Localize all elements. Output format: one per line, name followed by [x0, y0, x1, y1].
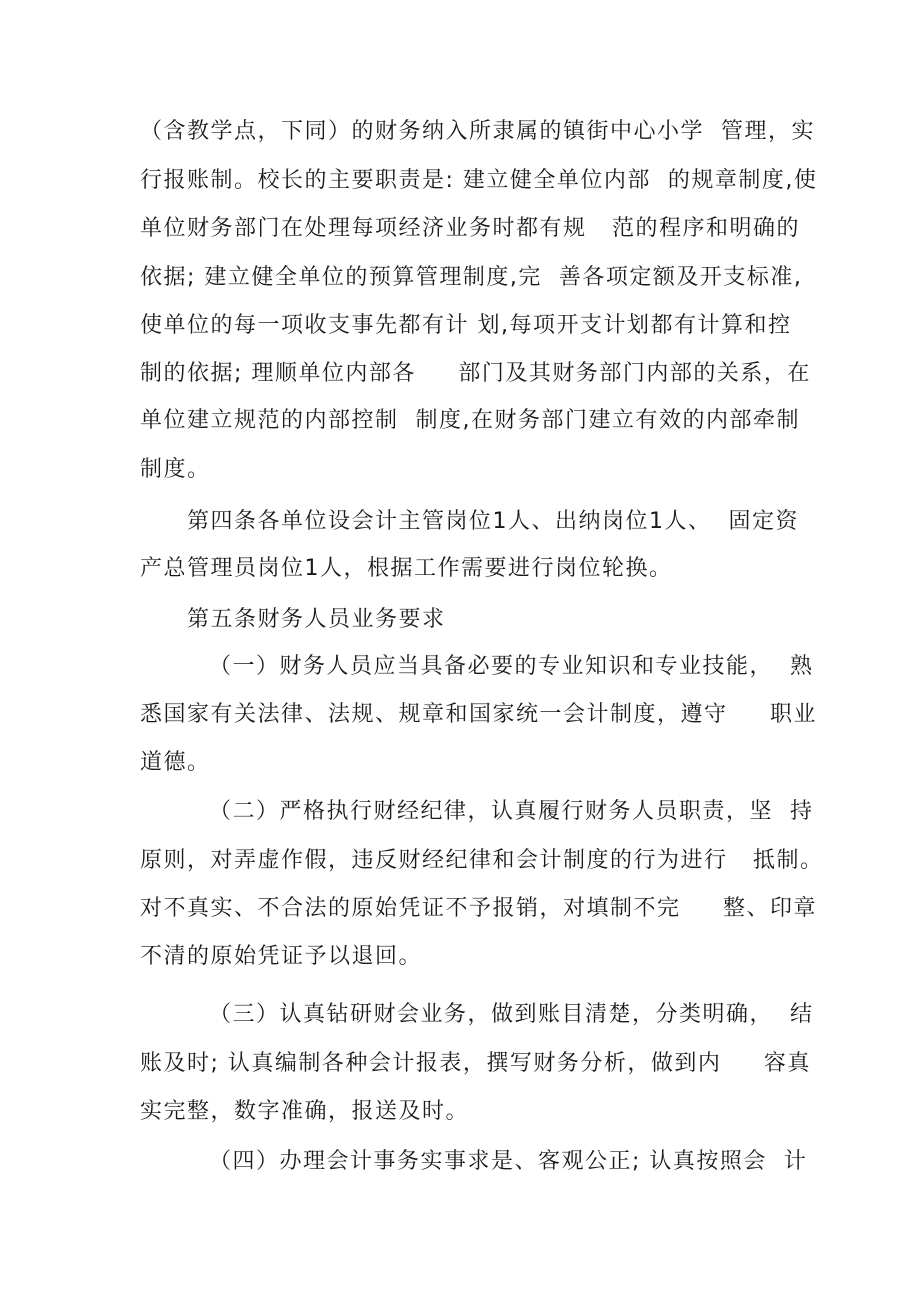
paragraph-line: 实完整，数字准确，报送及时。: [140, 1099, 470, 1124]
paragraph-line: 单位建立规范的内部控制 制度,在财务部门建立有效的内部牵制: [140, 408, 800, 433]
paragraph-line: 使单位的每一项收支事先都有计 划,每项开支计划都有计算和控: [140, 313, 792, 338]
paragraph-line: 单位财务部门在处理每项经济业务时都有规 范的程序和明确的: [140, 216, 800, 241]
paragraph-line: 账及时; 认真编制各种会计报表，撰写财务分析，做到内 容真: [140, 1051, 811, 1076]
paragraph-line: （一）财务人员应当具备必要的专业知识和专业技能， 熟: [209, 654, 814, 679]
paragraph-line: 悉国家有关法律、法规、规章和国家统一会计制度，遵守 职业: [140, 702, 817, 727]
paragraph-line: （四）办理会计事务实事求是、客观公正; 认真按照会 计: [209, 1149, 808, 1174]
paragraph-line: 产总管理员岗位1人，根据工作需要进行岗位轮换。: [140, 556, 673, 581]
paragraph-line: 制的依据; 理顺单位内部各 部门及其财务部门内部的关系，在: [140, 361, 811, 386]
paragraph-line: （三）认真钻研财会业务，做到账目清楚，分类明确， 结: [209, 1002, 814, 1027]
paragraph-line: 依据; 建立健全单位的预算管理制度,完 善各项定额及开支标准,: [140, 265, 803, 290]
paragraph-line: 对不真实、不合法的原始凭证不予报销，对填制不完 整、印章: [140, 896, 817, 921]
section-heading: 第五条财务人员业务要求: [187, 607, 446, 632]
paragraph-line: 不清的原始凭证予以退回。: [140, 944, 423, 969]
paragraph-line: 原则，对弄虚作假，违反财经纪律和会计制度的行为进行 抵制。: [140, 848, 824, 873]
paragraph-line: 第四条各单位设会计主管岗位1人、出纳岗位1人、 固定资: [187, 509, 799, 534]
paragraph-line: 道德。: [140, 750, 211, 775]
paragraph-line: （含教学点，下同）的财务纳入所隶属的镇街中心小学 管理，实: [140, 119, 815, 144]
paragraph-line: 行报账制。校长的主要职责是: 建立健全单位内部 的规章制度,使: [140, 168, 818, 193]
paragraph-line: （二）严格执行财经纪律，认真履行财务人员职责，坚 持: [209, 799, 814, 824]
paragraph-line: 制度。: [140, 457, 211, 482]
